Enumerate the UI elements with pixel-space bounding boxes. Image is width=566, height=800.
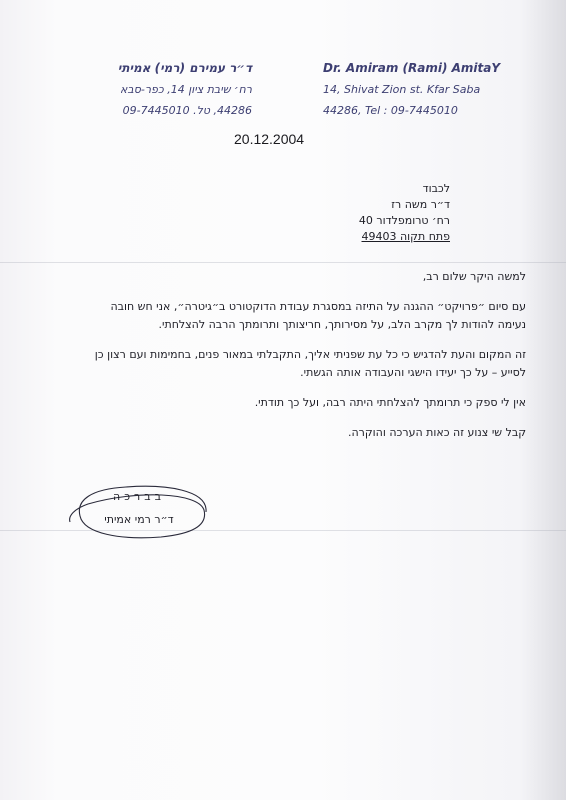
recipient-city: פתח תקוה 49403: [361, 230, 450, 243]
letter-greeting: למשה היקר שלום רב,: [422, 270, 526, 283]
signature-name: ד״ר רמי אמיתי: [104, 513, 174, 526]
signature-block: [66, 482, 216, 544]
letterhead-english: [323, 58, 523, 121]
letterhead-hebrew-name: ד״ר עמירם (רמי) אמיתי: [117, 61, 252, 75]
paper-fold-line: [0, 262, 566, 263]
recipient-block: [220, 181, 450, 245]
letterhead-english-address: 14, Shivat Zion st. Kfar Saba: [323, 83, 481, 96]
letter-paragraph-4: קבל שי צנוע זה כאות הערכה והוקרה.: [347, 426, 526, 439]
signature-closing: בברכה: [113, 490, 165, 503]
letterhead-hebrew: [40, 58, 252, 121]
letterhead-hebrew-address: רח׳ שיבת ציון 14, כפר-סבא: [120, 83, 252, 96]
letterhead-english-name: Dr. Amiram (Rami) AmitaY: [323, 61, 501, 75]
recipient-salutation: לכבוד: [422, 182, 450, 195]
letter-date: 20.12.2004: [234, 131, 305, 147]
letter-paragraph-2: זה המקום והעת להדגיש כי כל עת שפניתי אליך, התקבלתי במאור פנים, בחמימות ועם רצון כן לסייע – על כך יעידו הישגי והעבודה אותה הגשתי.: [94, 348, 526, 379]
letter-paragraph-3: אין לי ספק כי תרומתך להצלחתי היתה רבה, ועל כך תודתי.: [254, 396, 526, 409]
recipient-name: ד״ר משה רז: [391, 198, 450, 211]
letter-body: [86, 268, 526, 442]
letterhead-english-contact: 44286, Tel : 09-7445010: [323, 104, 458, 117]
letter-paragraph-1: עם סיום ״פרויקט״ ההגנה על התיזה במסגרת עבודת הדוקטורט ב״גיטרה״, אני חש חובה נעימה להודות לך מקרב הלב, על מסירותך, חריצותך ותרומתך הרבה להצלחתי.: [110, 300, 526, 331]
letterhead-hebrew-contact: 44286, טל. 09-7445010: [122, 104, 252, 117]
recipient-street: רח׳ טרומפלדור 40: [358, 214, 450, 227]
